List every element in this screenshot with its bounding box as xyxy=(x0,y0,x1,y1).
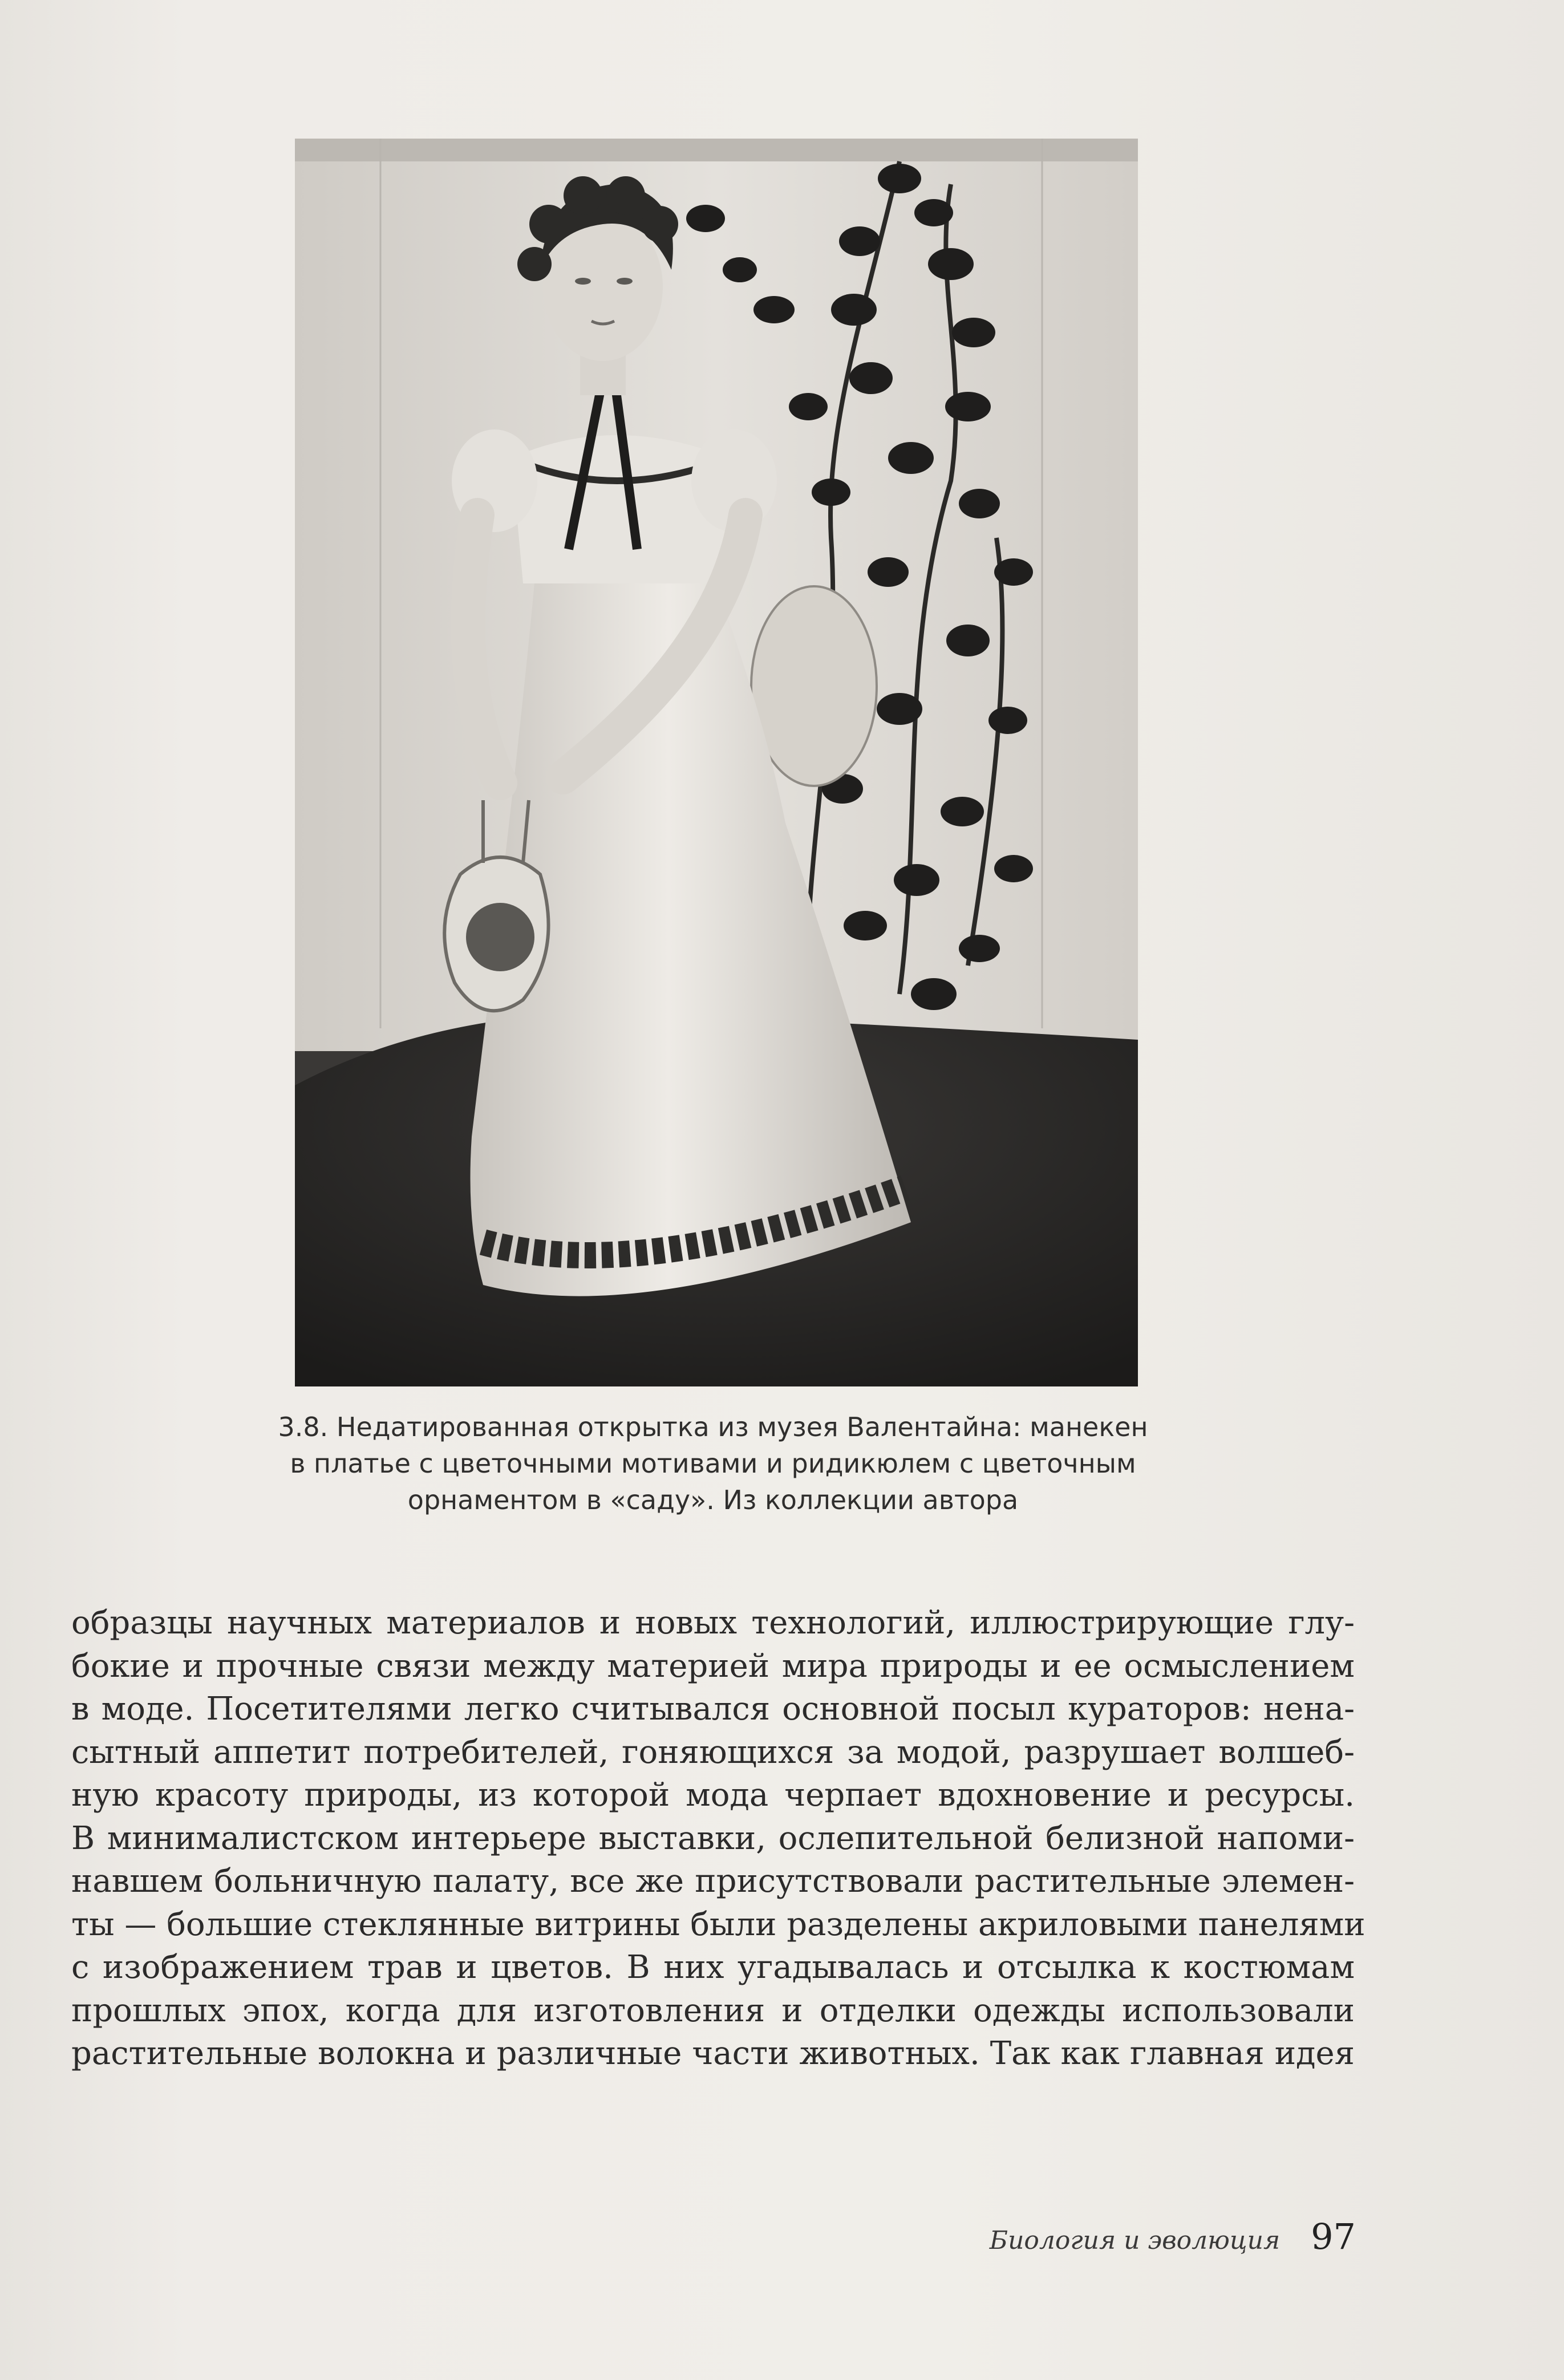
text-line: с изображением трав и цветов. В них угадывалась и отсылка к костюмам xyxy=(71,1949,1355,1986)
text-line: образцы научных материалов и новых технологий, иллюстрирующие глу- xyxy=(71,1604,1355,1641)
caption-line: орнаментом в «саду». Из коллекции автора xyxy=(407,1485,1019,1515)
page-number: 97 xyxy=(1311,2216,1356,2257)
body-paragraph xyxy=(71,1601,1366,2075)
text-line: прошлых эпох, когда для изготовления и отделки одежды использовали xyxy=(71,1992,1355,2029)
text-line: в моде. Посетителями легко считывался основной посыл кураторов: нена- xyxy=(71,1690,1355,1728)
text-line: бокие и прочные связи между материей мира природы и ее осмыслением xyxy=(71,1647,1355,1685)
text-line: навшем больничную палату, все же присутствовали растительные элемен- xyxy=(71,1863,1355,1900)
text-line: ты — большие стеклянные витрины были разделены акриловыми панелями xyxy=(71,1905,1366,1943)
caption-line: в платье с цветочными мотивами и ридикюлем с цветочным xyxy=(290,1448,1136,1479)
figure-caption xyxy=(171,1409,1255,1518)
page-footer xyxy=(990,2216,1356,2257)
manikin-photo xyxy=(295,139,1138,1386)
caption-line: 3.8. Недатированная открытка из музея Валентайна: манекен xyxy=(278,1412,1148,1442)
running-head: Биология и эволюция xyxy=(989,2226,1281,2255)
text-line: растительные волокна и различные части животных. Так как главная идея xyxy=(71,2035,1355,2072)
text-line: В минималистском интерьере выставки, ослепительной белизной напоми- xyxy=(71,1819,1355,1857)
text-line: ную красоту природы, из которой мода черпает вдохновение и ресурсы. xyxy=(71,1777,1355,1814)
text-line: сытный аппетит потребителей, гоняющихся за модой, разрушает волшеб- xyxy=(71,1733,1355,1771)
